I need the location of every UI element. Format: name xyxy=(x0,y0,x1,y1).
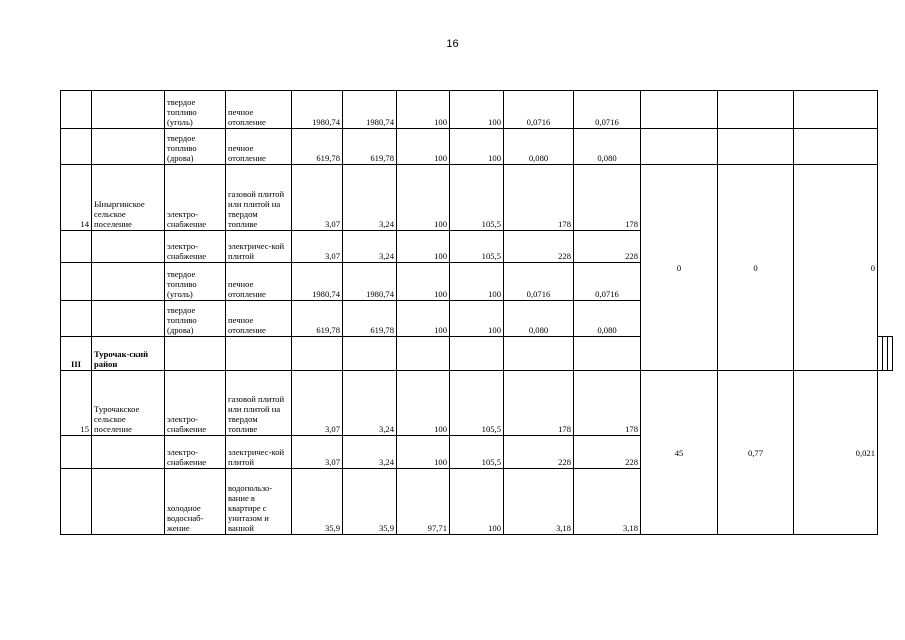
usage-cell: электричес-кой плитой xyxy=(226,436,292,469)
empty-cell xyxy=(397,337,450,371)
resource-cell: электро-снабжение xyxy=(165,436,226,469)
table-row xyxy=(61,91,893,129)
usage-cell: печное отопление xyxy=(226,263,292,301)
tariff-cell: 178 xyxy=(504,165,574,231)
section-number: III xyxy=(61,337,92,371)
value-cell: 1980,74 xyxy=(343,91,397,129)
tariff-cell: 178 xyxy=(574,371,641,436)
percent-cell: 100 xyxy=(397,263,450,301)
summary-cell-14-c: 0 xyxy=(794,165,878,371)
value-cell: 619,78 xyxy=(343,301,397,337)
table-row xyxy=(61,165,893,231)
tariff-cell: 0,080 xyxy=(574,129,641,165)
percent-cell: 105,5 xyxy=(450,371,504,436)
page-number: 16 xyxy=(446,38,459,50)
row-number xyxy=(61,469,92,535)
tariff-cell: 0,0716 xyxy=(574,263,641,301)
percent-cell: 100 xyxy=(397,165,450,231)
table-row xyxy=(61,129,893,165)
settlement-name xyxy=(92,301,165,337)
summary-cell-15-b: 0,77 xyxy=(718,371,794,535)
usage-cell: газовой плитой или плитой на твердом топливе xyxy=(226,371,292,436)
tariff-cell: 0,080 xyxy=(574,301,641,337)
resource-cell: твердое топливо (уголь) xyxy=(165,263,226,301)
value-cell: 1980,74 xyxy=(292,263,343,301)
row-number: 15 xyxy=(61,371,92,436)
summary-cell xyxy=(641,91,718,129)
tariff-cell: 178 xyxy=(574,165,641,231)
row-number: 14 xyxy=(61,165,92,231)
value-cell: 35,9 xyxy=(343,469,397,535)
value-cell: 3,07 xyxy=(292,371,343,436)
percent-cell: 100 xyxy=(397,436,450,469)
settlement-name xyxy=(92,91,165,129)
percent-cell: 100 xyxy=(450,129,504,165)
percent-cell: 97,71 xyxy=(397,469,450,535)
settlement-name xyxy=(92,469,165,535)
empty-cell xyxy=(292,337,343,371)
value-cell: 3,24 xyxy=(343,231,397,263)
summary-cell xyxy=(718,129,794,165)
tariff-cell: 0,0716 xyxy=(574,91,641,129)
percent-cell: 100 xyxy=(450,301,504,337)
row-number xyxy=(61,436,92,469)
value-cell: 619,78 xyxy=(343,129,397,165)
settlement-name xyxy=(92,231,165,263)
tariff-cell: 0,0716 xyxy=(504,263,574,301)
empty-cell xyxy=(574,337,641,371)
tariff-cell: 228 xyxy=(574,231,641,263)
empty-cell xyxy=(343,337,397,371)
resource-cell: электро-снабжение xyxy=(165,165,226,231)
tariff-cell: 228 xyxy=(504,436,574,469)
value-cell: 3,24 xyxy=(343,436,397,469)
resource-cell: электро-снабжение xyxy=(165,231,226,263)
summary-cell-15-a: 45 xyxy=(641,371,718,535)
usage-cell: печное отопление xyxy=(226,129,292,165)
empty-cell xyxy=(226,337,292,371)
settlement-name: Ыныргинское сельское поселение xyxy=(92,165,165,231)
settlement-name: Турочакское сельское поселение xyxy=(92,371,165,436)
row-number xyxy=(61,263,92,301)
summary-cell xyxy=(718,91,794,129)
value-cell: 3,07 xyxy=(292,436,343,469)
percent-cell: 100 xyxy=(397,129,450,165)
value-cell: 1980,74 xyxy=(343,263,397,301)
tariff-cell: 3,18 xyxy=(504,469,574,535)
percent-cell: 100 xyxy=(397,91,450,129)
empty-cell xyxy=(888,337,893,371)
summary-cell xyxy=(794,91,878,129)
tariff-cell: 0,080 xyxy=(504,129,574,165)
settlement-name xyxy=(92,436,165,469)
tariff-cell: 0,0716 xyxy=(504,91,574,129)
settlement-name xyxy=(92,263,165,301)
row-number xyxy=(61,91,92,129)
usage-cell: водопользо-вание в квартире с унитазом и ванной xyxy=(226,469,292,535)
row-number xyxy=(61,129,92,165)
usage-cell: газовой плитой или плитой на твердом топливе xyxy=(226,165,292,231)
empty-cell xyxy=(450,337,504,371)
percent-cell: 105,5 xyxy=(450,436,504,469)
usage-cell: печное отопление xyxy=(226,301,292,337)
percent-cell: 100 xyxy=(397,231,450,263)
tariff-table xyxy=(60,90,893,535)
empty-cell xyxy=(165,337,226,371)
percent-cell: 100 xyxy=(397,371,450,436)
percent-cell: 100 xyxy=(397,301,450,337)
value-cell: 619,78 xyxy=(292,301,343,337)
value-cell: 619,78 xyxy=(292,129,343,165)
tariff-cell: 178 xyxy=(504,371,574,436)
resource-cell: твердое топливо (уголь) xyxy=(165,91,226,129)
percent-cell: 105,5 xyxy=(450,231,504,263)
percent-cell: 105,5 xyxy=(450,165,504,231)
usage-cell: печное отопление xyxy=(226,91,292,129)
row-number xyxy=(61,231,92,263)
summary-cell xyxy=(641,129,718,165)
percent-cell: 100 xyxy=(450,91,504,129)
summary-cell xyxy=(794,129,878,165)
resource-cell: твердое топливо (дрова) xyxy=(165,129,226,165)
tariff-cell: 228 xyxy=(574,436,641,469)
value-cell: 3,24 xyxy=(343,165,397,231)
value-cell: 1980,74 xyxy=(292,91,343,129)
resource-cell: электро-снабжение xyxy=(165,371,226,436)
row-number xyxy=(61,301,92,337)
summary-cell-14-a: 0 xyxy=(641,165,718,371)
settlement-name xyxy=(92,129,165,165)
value-cell: 3,24 xyxy=(343,371,397,436)
value-cell: 35,9 xyxy=(292,469,343,535)
resource-cell: твердое топливо (дрова) xyxy=(165,301,226,337)
summary-cell-15-c: 0,021 xyxy=(794,371,878,535)
tariff-cell: 3,18 xyxy=(574,469,641,535)
summary-cell-14-b: 0 xyxy=(718,165,794,371)
percent-cell: 100 xyxy=(450,263,504,301)
percent-cell: 100 xyxy=(450,469,504,535)
tariff-cell: 0,080 xyxy=(504,301,574,337)
district-name: Турочак-ский район xyxy=(92,337,165,371)
tariff-cell: 228 xyxy=(504,231,574,263)
table-row xyxy=(61,371,893,436)
empty-cell xyxy=(504,337,574,371)
value-cell: 3,07 xyxy=(292,165,343,231)
resource-cell: холодное водоснаб-жение xyxy=(165,469,226,535)
value-cell: 3,07 xyxy=(292,231,343,263)
usage-cell: электричес-кой плитой xyxy=(226,231,292,263)
